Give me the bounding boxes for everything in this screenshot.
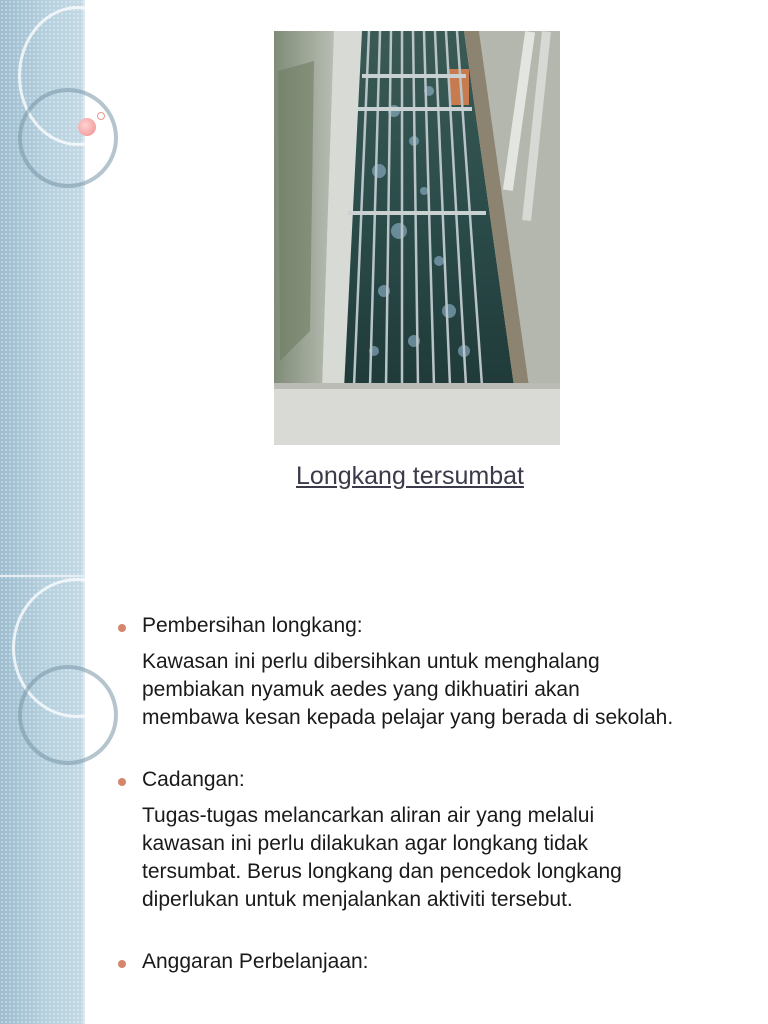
decorative-ring [18,665,118,765]
decorative-dot [78,118,96,136]
bullet-body: Kawasan ini perlu dibersihkan untuk menghalang pembiakan nyamuk aedes yang dikhuatiri akan membawa kesan kepada pelajar yang berada di sekolah. [142,650,674,729]
bullet-dot-icon [118,624,126,632]
bullet-dot-icon [118,778,126,786]
bullet-heading: Anggaran Perbelanjaan: [142,950,369,973]
decorative-ring [18,88,118,188]
drain-grate-photo [274,31,560,445]
decorative-side-strip [0,0,85,1024]
bullet-dot-icon [118,960,126,968]
decorative-dot [97,112,105,120]
photo-caption[interactable]: Longkang tersumbat [296,462,524,490]
bullet-body: Tugas-tugas melancarkan aliran air yang melalui kawasan ini perlu dilakukan agar longkang tidak tersumbat. Berus longkang dan pencedok longkang diperlukan untuk menjalankan aktiviti tersebut. [142,804,622,911]
bullet-list [118,612,678,1010]
strip-divider [0,575,85,577]
list-item [118,766,678,914]
bullet-heading: Pembersihan longkang: [142,614,363,637]
list-item [118,612,678,732]
bullet-heading: Cadangan: [142,768,245,791]
list-item [118,948,678,976]
